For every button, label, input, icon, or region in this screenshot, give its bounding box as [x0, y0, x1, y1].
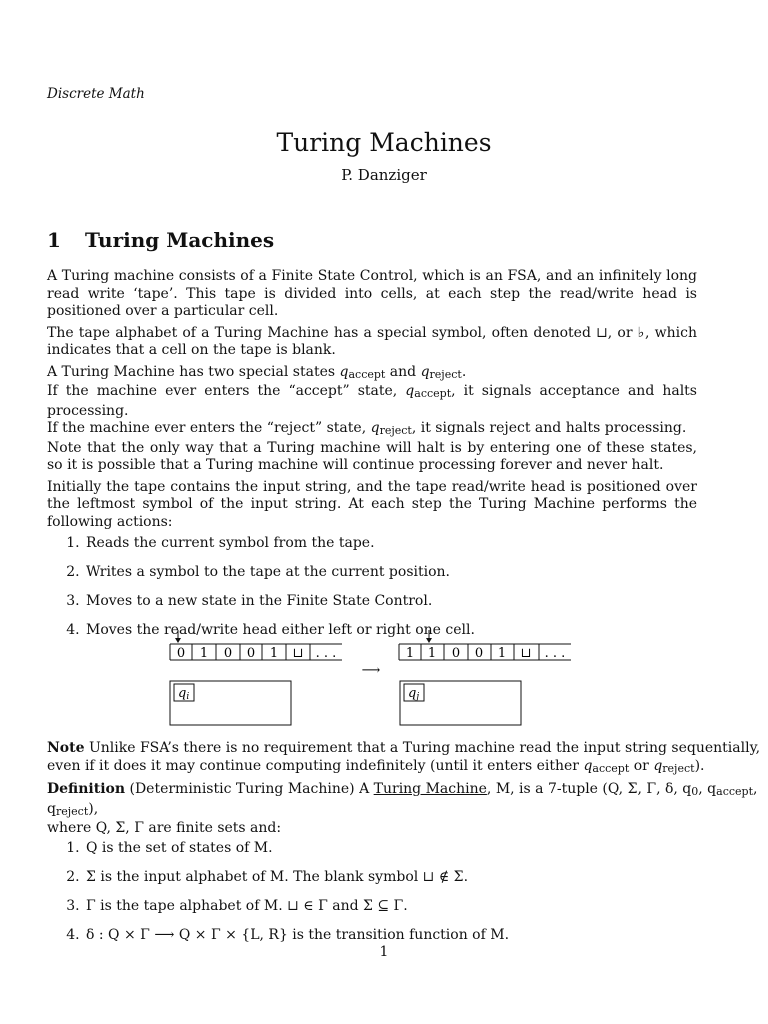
- turing-machine-figure: [0, 622, 768, 732]
- tape-cell: 1: [497, 646, 507, 661]
- definition-list: [47, 840, 767, 945]
- transition-arrow-icon: ⟶: [361, 663, 381, 678]
- tape-diagram: [0, 622, 768, 732]
- tape-cell: ⊔: [520, 646, 532, 661]
- paragraph-blank-symbol: The tape alphabet of a Turing Machine has a special symbol, often denoted ⊔, or ♭, which indicates that a cell on the tape is blank.: [47, 324, 697, 358]
- right-tape: [399, 644, 571, 661]
- tape-cell: . . .: [315, 646, 337, 661]
- definition-where: where Q, Σ, Γ are finite sets and:: [47, 820, 282, 836]
- list-item: 4. Moves the read/write head either left or right one cell.: [84, 622, 697, 640]
- state-label: qj: [408, 686, 420, 702]
- tape-cell: 1: [269, 646, 279, 661]
- document-author: P. Danziger: [341, 166, 427, 184]
- running-header: Discrete Math: [47, 86, 145, 102]
- tape-cell: . . .: [544, 646, 566, 661]
- list-item: 4. δ : Q × Γ ⟶ Q × Γ × {L, R} is the transition function of M.: [84, 927, 767, 945]
- paragraph-accept-state: If the machine ever enters the “accept” state, qaccept, it signals acceptance and halts processing.: [47, 383, 697, 419]
- paragraph-intro: A Turing machine consists of a Finite State Control, which is an FSA, and an infinitely long read write ‘tape’. This tape is divided into cells, at each step the read/write head is positioned over a particular cell.: [47, 268, 697, 319]
- head-arrow-icon: [426, 630, 432, 643]
- tape-cell: 1: [199, 646, 209, 661]
- list-item: 3. Γ is the tape alphabet of M. ⊔ ∈ Γ and Σ ⊆ Γ.: [84, 898, 767, 916]
- state-label: qi: [178, 686, 190, 702]
- tape-cell: ⊔: [292, 646, 304, 661]
- section-heading: [47, 228, 274, 252]
- list-item: 1. Q is the set of states of M.: [84, 840, 767, 858]
- document-title: Turing Machines: [276, 128, 492, 157]
- section-number: 1: [47, 228, 61, 252]
- right-state-control: [400, 681, 521, 725]
- list-item: 2. Writes a symbol to the tape at the current position.: [84, 564, 697, 582]
- definition-paragraph: Definition (Deterministic Turing Machine) A Turing Machine, M, is a 7-tuple (Q, Σ, Γ, δ, q0, qaccept, qreject),: [47, 781, 758, 818]
- list-item: 3. Moves to a new state in the Finite State Control.: [84, 593, 697, 611]
- tape-cell: 0: [223, 646, 233, 661]
- tape-cell: 0: [246, 646, 256, 661]
- tape-cell: 1: [405, 646, 415, 661]
- left-state-control: [170, 681, 291, 725]
- note-and-definition: [47, 740, 767, 956]
- page-number: 1: [379, 944, 389, 960]
- tape-cell: 0: [474, 646, 484, 661]
- paragraph-reject-state: If the machine ever enters the “reject” state, qreject, it signals reject and halts processing.: [47, 420, 687, 437]
- head-arrow-icon: [175, 630, 181, 643]
- list-item: 1. Reads the current symbol from the tape.: [84, 535, 697, 553]
- tape-cell: 1: [427, 646, 437, 661]
- list-item: 2. Σ is the input alphabet of M. The blank symbol ⊔ ∉ Σ.: [84, 869, 767, 887]
- section-body: [47, 268, 697, 651]
- section-title: Turing Machines: [85, 228, 275, 252]
- tape-cell: 0: [176, 646, 186, 661]
- paragraph-initial-tape: Initially the tape contains the input string, and the tape read/write head is positioned over the leftmost symbol of the input string. At each step the Turing Machine performs the following actions:: [47, 478, 697, 530]
- note-paragraph: Note Unlike FSA’s there is no requirement that a Turing machine read the input string sequentially, even if it does it may continue computing indefinitely (until it enters either qaccept or qreject).: [47, 740, 761, 775]
- left-tape: [170, 644, 342, 661]
- paragraph-halting: Note that the only way that a Turing machine will halt is by entering one of these states, so it is possible that a Turing machine will continue processing forever and never halt.: [47, 439, 697, 473]
- tape-cell: 0: [451, 646, 461, 661]
- paragraph-special-states: A Turing Machine has two special states qaccept and qreject.: [47, 363, 467, 381]
